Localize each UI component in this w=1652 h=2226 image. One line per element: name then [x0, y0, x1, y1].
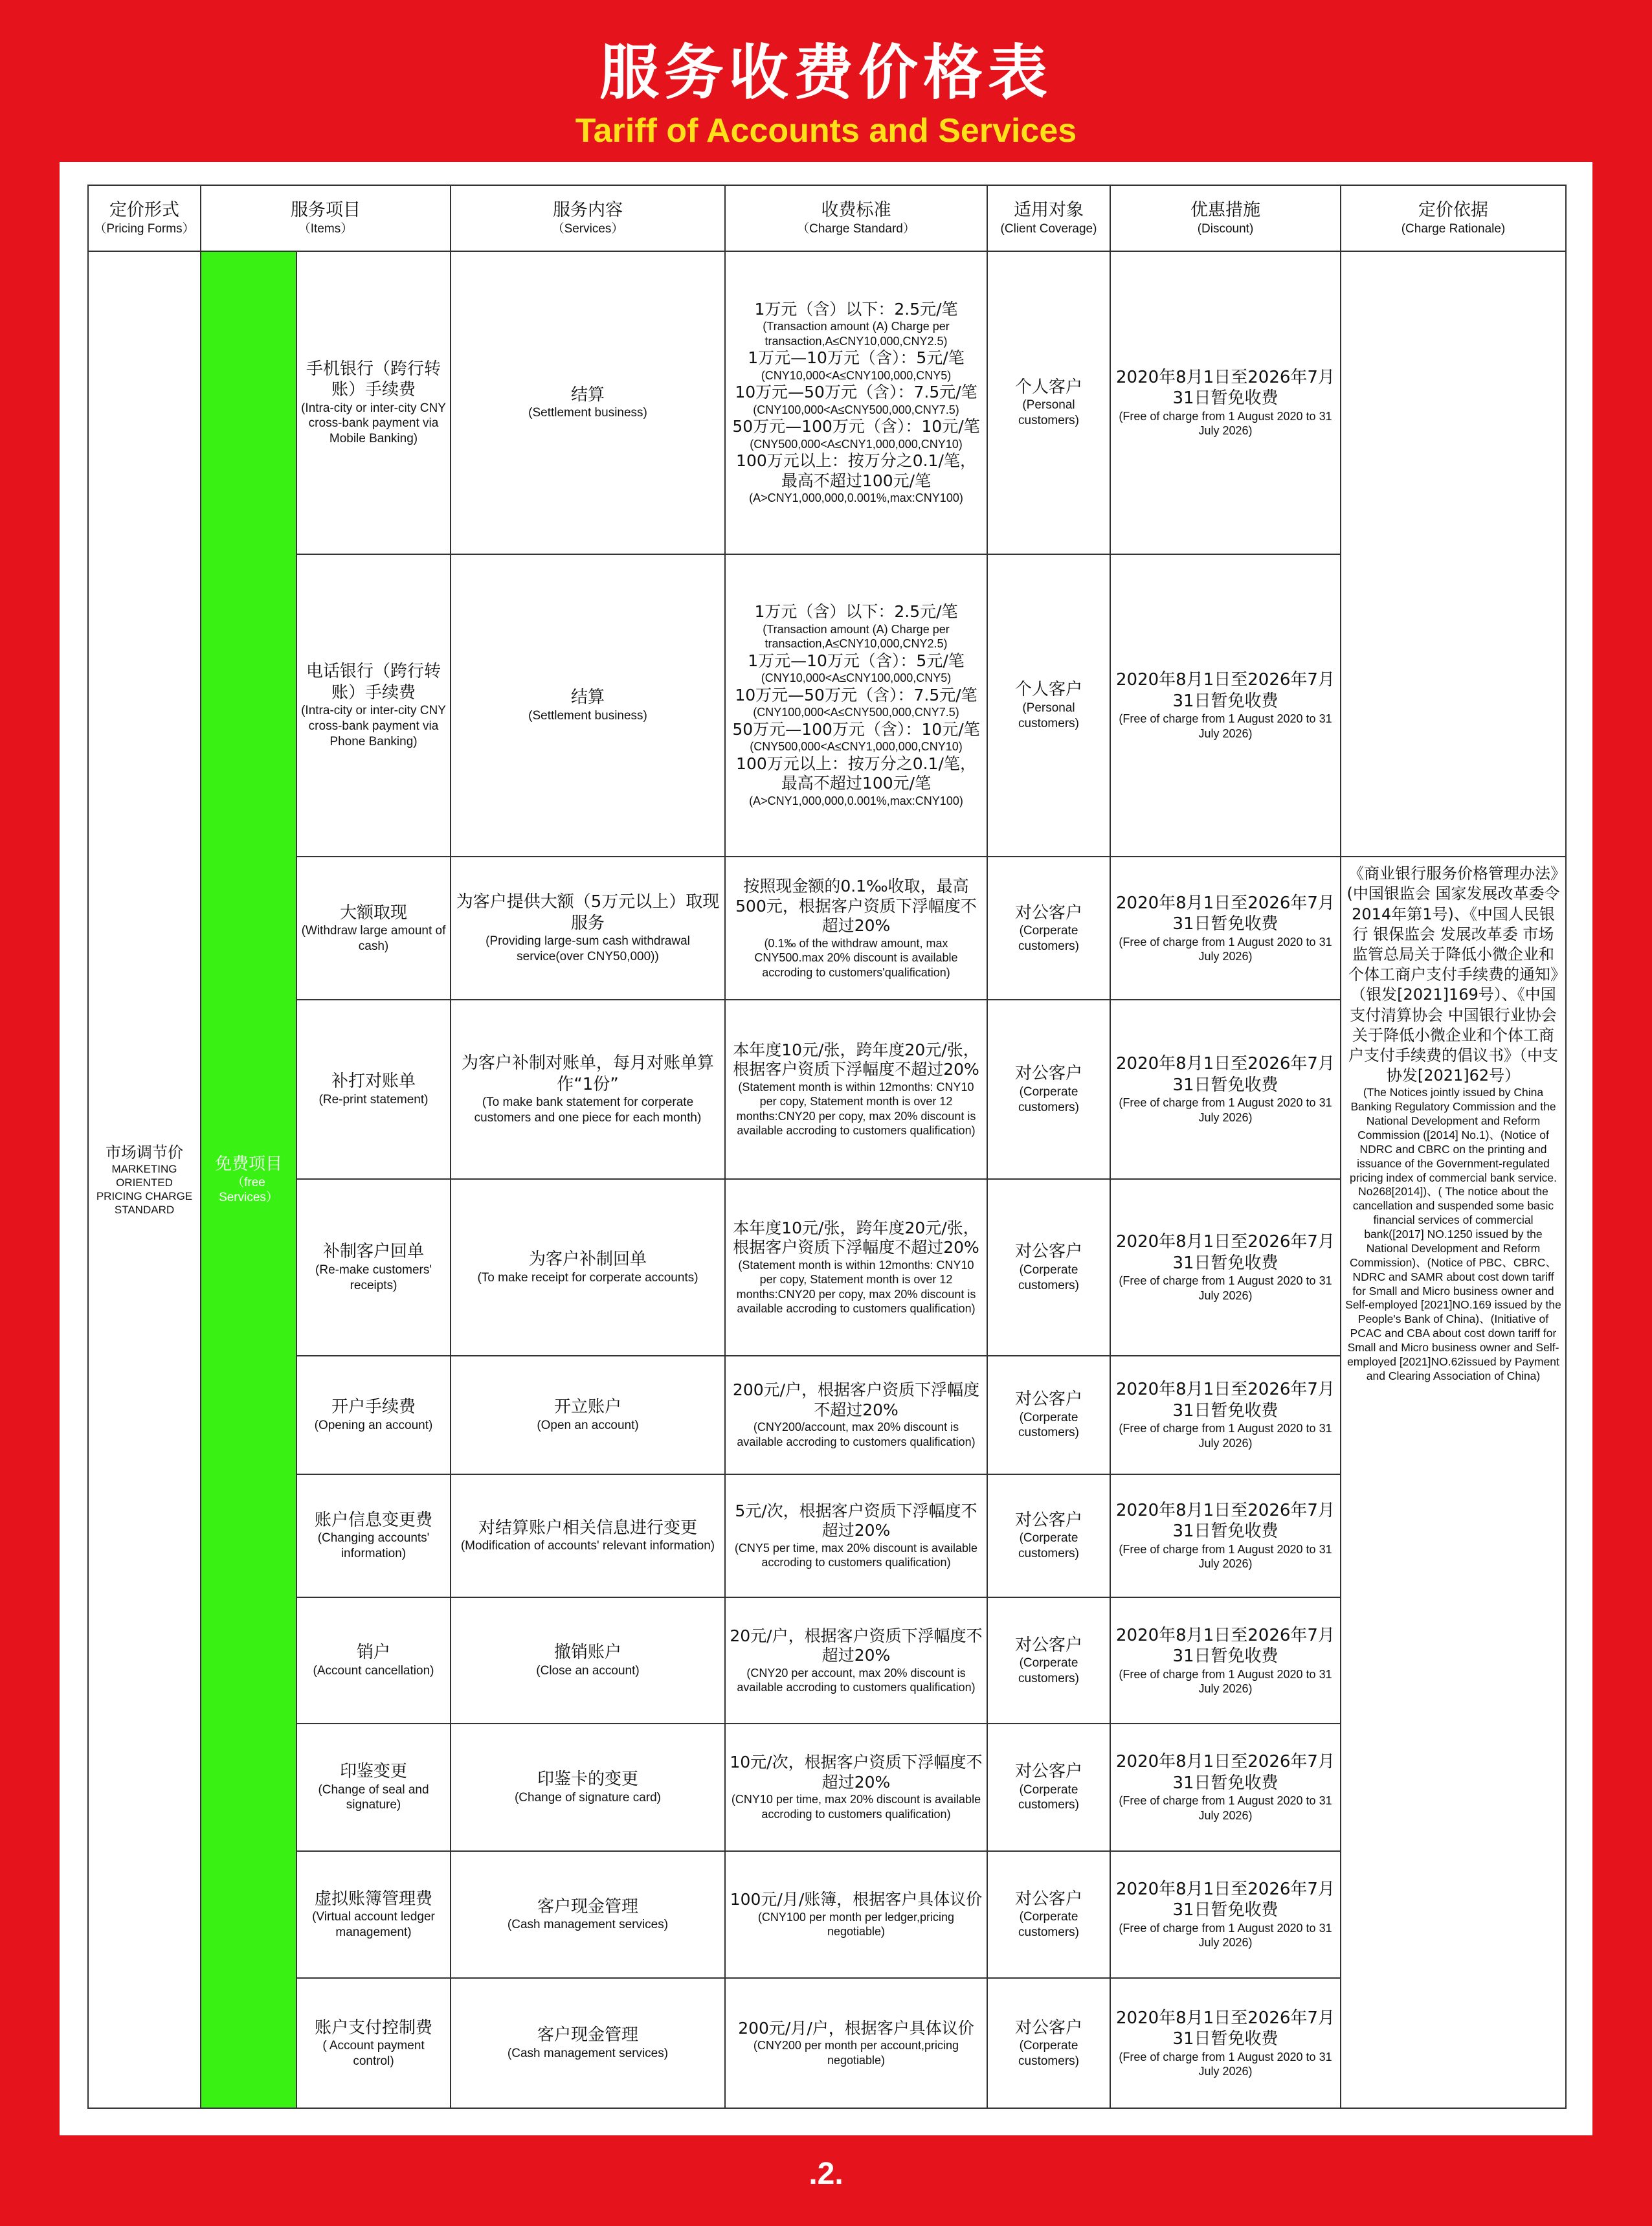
service-cell: 为客户补制回单 (To make receipt for corperate accounts) [451, 1179, 725, 1356]
header-discount: 优惠措施 (Discount) [1110, 185, 1341, 251]
discount-cell: 2020年8月1日至2026年7月31日暂免收费 (Free of charge from 1 August 2020 to 31 July 2026) [1110, 554, 1341, 857]
charge-line: 200元/户，根据客户资质下浮幅度不超过20% [732, 1380, 980, 1419]
charge-cell [725, 1978, 987, 2108]
table-body [88, 251, 1566, 2108]
charge-line: (A>CNY1,000,000,0.001%,max:CNY100) [749, 794, 963, 807]
charge-line: 10万元—50万元（含）：7.5元/笔 [735, 685, 977, 704]
tariff-table [87, 185, 1567, 2109]
coverage-cell: 对公客户 (Corperate customers) [987, 1000, 1110, 1179]
service-cell: 结算 (Settlement business) [451, 251, 725, 554]
charge-line: 1万元—10万元（含）：5元/笔 [748, 651, 965, 670]
table-row [88, 857, 1566, 1000]
discount-cell: 2020年8月1日至2026年7月31日暂免收费 (Free of charge from 1 August 2020 to 31 July 2026) [1110, 1474, 1341, 1598]
item-cell: 账户信息变更费 (Changing accounts' information) [296, 1474, 451, 1598]
charge-line: (CNY10,000<A≤CNY100,000,CNY5) [761, 368, 952, 382]
charge-line: 本年度10元/张，跨年度20元/张，根据客户资质下浮幅度不超过20% [733, 1040, 979, 1079]
charge-cell [725, 1000, 987, 1179]
coverage-cell: 对公客户 (Corperate customers) [987, 1474, 1110, 1598]
charge-line: 1万元—10万元（含）：5元/笔 [748, 348, 965, 368]
page-subtitle: Tariff of Accounts and Services [575, 112, 1077, 150]
service-cell: 客户现金管理 (Cash management services) [451, 1978, 725, 2108]
charge-cell [725, 1724, 987, 1851]
charge-line: 200元/月/户，根据客户具体议价 [738, 2018, 974, 2038]
item-cell: 电话银行（跨行转账）手续费 (Intra-city or inter-city CNY cross-bank payment via Phone Banking) [296, 554, 451, 857]
header-items: 服务项目 （Items） [201, 185, 451, 251]
header-coverage: 适用对象 (Client Coverage) [987, 185, 1110, 251]
service-cell: 为客户补制对账单，每月对账单算作“1份” (To make bank statement for corperate customers and one piece for each month) [451, 1000, 725, 1179]
charge-line: (CNY200/account, max 20% discount is available accroding to customers qualification) [737, 1421, 976, 1448]
charge-line: (CNY20 per account, max 20% discount is available accroding to customers qualification) [737, 1666, 976, 1694]
charge-line: 5元/次，根据客户资质下浮幅度不超过20% [735, 1501, 977, 1540]
charge-cell [725, 857, 987, 1000]
discount-cell: 2020年8月1日至2026年7月31日暂免收费 (Free of charge from 1 August 2020 to 31 July 2026) [1110, 857, 1341, 1000]
rationale-spacer [1341, 251, 1566, 857]
charge-line: (Transaction amount (A) Charge per transaction,A≤CNY10,000,CNY2.5) [763, 622, 950, 651]
service-cell: 撤销账户 (Close an account) [451, 1597, 725, 1724]
coverage-cell: 对公客户 (Corperate customers) [987, 1179, 1110, 1356]
service-cell: 对结算账户相关信息进行变更 (Modification of accounts' relevant information) [451, 1474, 725, 1598]
item-cell: 补打对账单 (Re-print statement) [296, 1000, 451, 1179]
charge-line: 1万元（含）以下：2.5元/笔 [754, 299, 958, 319]
discount-cell: 2020年8月1日至2026年7月31日暂免收费 (Free of charge from 1 August 2020 to 31 July 2026) [1110, 1356, 1341, 1474]
charge-line: 1万元（含）以下：2.5元/笔 [754, 602, 958, 622]
service-cell: 印鉴卡的变更 (Change of signature card) [451, 1724, 725, 1851]
item-cell: 销户 (Account cancellation) [296, 1597, 451, 1724]
charge-line: 100万元以上：按万分之0.1/笔，最高不超过100元/笔 [736, 451, 976, 490]
charge-line: 50万元—100万元（含）：10元/笔 [732, 719, 980, 739]
coverage-cell: 对公客户 (Corperate customers) [987, 1356, 1110, 1474]
charge-line: (CNY500,000<A≤CNY1,000,000,CNY10) [750, 740, 963, 754]
charge-line: (CNY100,000<A≤CNY500,000,CNY7.5) [753, 706, 959, 719]
coverage-cell: 对公客户 (Corperate customers) [987, 1597, 1110, 1724]
charge-line: (0.1‰ of the withdraw amount, max CNY500.max 20% discount is available accroding to customers'qualification) [754, 936, 958, 979]
charge-line: (CNY10 per time, max 20% discount is available accroding to customers qualification) [731, 1793, 981, 1821]
charge-cell [725, 1179, 987, 1356]
charge-line: 100元/月/账簿，根据客户具体议价 [730, 1890, 983, 1909]
item-cell: 虚拟账簿管理费 (Virtual account ledger management) [296, 1851, 451, 1979]
charge-cell [725, 1597, 987, 1724]
header-row [88, 185, 1566, 251]
coverage-cell: 对公客户 (Corperate customers) [987, 1851, 1110, 1979]
service-cell: 客户现金管理 (Cash management services) [451, 1851, 725, 1979]
coverage-cell: 个人客户 (Personal customers) [987, 251, 1110, 554]
header-rationale: 定价依据 (Charge Rationale) [1341, 185, 1566, 251]
coverage-cell: 个人客户 (Personal customers) [987, 554, 1110, 857]
charge-cell [725, 251, 987, 554]
discount-cell: 2020年8月1日至2026年7月31日暂免收费 (Free of charge from 1 August 2020 to 31 July 2026) [1110, 1179, 1341, 1356]
charge-line: 50万元—100万元（含）：10元/笔 [732, 417, 980, 436]
item-cell: 大额取现 (Withdraw large amount of cash) [296, 857, 451, 1000]
discount-cell: 2020年8月1日至2026年7月31日暂免收费 (Free of charge from 1 August 2020 to 31 July 2026) [1110, 1597, 1341, 1724]
charge-line: (CNY500,000<A≤CNY1,000,000,CNY10) [750, 437, 963, 451]
service-cell: 开立账户 (Open an account) [451, 1356, 725, 1474]
coverage-cell: 对公客户 (Corperate customers) [987, 1978, 1110, 2108]
item-cell: 手机银行（跨行转账）手续费 (Intra-city or inter-city CNY cross-bank payment via Mobile Banking) [296, 251, 451, 554]
coverage-cell: 对公客户 (Corperate customers) [987, 1724, 1110, 1851]
table-row [88, 251, 1566, 554]
category-free-cell: 免费项目 （free Services） [201, 251, 296, 2108]
charge-cell [725, 1474, 987, 1598]
charge-line: (CNY200 per month per account,pricing negotiable) [753, 2039, 959, 2067]
charge-line: 按照现金额的0.1‰收取，最高500元，根据客户资质下浮幅度不超过20% [735, 877, 977, 936]
discount-cell: 2020年8月1日至2026年7月31日暂免收费 (Free of charge from 1 August 2020 to 31 July 2026) [1110, 251, 1341, 554]
charge-line: (CNY100 per month per ledger,pricing negotiable) [757, 1910, 955, 1939]
charge-cell [725, 1356, 987, 1474]
page-title: 服务收费价格表 [599, 38, 1053, 107]
charge-line: 100万元以上：按万分之0.1/笔，最高不超过100元/笔 [736, 754, 976, 793]
item-cell: 账户支付控制费 ( Account payment control) [296, 1978, 451, 2108]
item-cell: 补制客户回单 (Re-make customers' receipts) [296, 1179, 451, 1356]
item-cell: 印鉴变更 (Change of seal and signature) [296, 1724, 451, 1851]
page-number: .2. [809, 2157, 843, 2191]
header-pricing-form: 定价形式 （Pricing Forms） [88, 185, 201, 251]
discount-cell: 2020年8月1日至2026年7月31日暂免收费 (Free of charge from 1 August 2020 to 31 July 2026) [1110, 1724, 1341, 1851]
charge-line: (CNY100,000<A≤CNY500,000,CNY7.5) [753, 403, 959, 416]
charge-line: 10万元—50万元（含）：7.5元/笔 [735, 383, 977, 402]
charge-line: (Transaction amount (A) Charge per transaction,A≤CNY10,000,CNY2.5) [763, 320, 950, 348]
discount-cell: 2020年8月1日至2026年7月31日暂免收费 (Free of charge from 1 August 2020 to 31 July 2026) [1110, 1000, 1341, 1179]
pricing-form-cell: 市场调节价 MARKETING ORIENTED PRICING CHARGE STANDARD [88, 251, 201, 2108]
service-cell: 为客户提供大额（5万元以上）取现服务 (Providing large-sum cash withdrawal service(over CNY50,000)) [451, 857, 725, 1000]
discount-cell: 2020年8月1日至2026年7月31日暂免收费 (Free of charge from 1 August 2020 to 31 July 2026) [1110, 1851, 1341, 1979]
charge-cell [725, 1851, 987, 1979]
coverage-cell: 对公客户 (Corperate customers) [987, 857, 1110, 1000]
service-cell: 结算 (Settlement business) [451, 554, 725, 857]
charge-line: (CNY10,000<A≤CNY100,000,CNY5) [761, 671, 952, 685]
header-charge: 收费标准 （Charge Standard） [725, 185, 987, 251]
charge-cell [725, 554, 987, 857]
charge-line: 20元/户，根据客户资质下浮幅度不超过20% [730, 1626, 983, 1665]
charge-line: (CNY5 per time, max 20% discount is available accroding to customers qualification) [734, 1541, 978, 1569]
rationale-cell: 《商业银行服务价格管理办法》(中国银监会 国家发展改革委令 2014年第1号)、《中国人民银行 银保监会 发展改革委 市场监管总局关于降低小微企业和个体工商户支付手续费的通知》（银发[2021]169号）、《中国支付清算协会 中国银行业协会关于降低小微企业和个体工商户支付手续费的倡议书》（中支协发[2021]62号） (The Notices jointly issued by China Banking Regulatory Commission and the National Development and Reform Commission ([2014] No.1)、(Notice of NDRC and CBRC on the printing and issuance of the Government-regulated pricing index of commercial bank service. No268[2014])、( The notice about the cancellation and suspended some basic financial services of commercial bank([2017] NO.1250 issued by the National Development and Reform Commission)、(Notice of PBC、CBRC、NDRC and SAMR about cost down tariff for Small and Micro business owner and Self-employed [2021]NO.169 issued by the People's Bank of China)、(Initiative of PCAC and CBA about cost down tariff for Small and Micro business owner and Self-employed [2021]NO.62issued by Payment and Clearing Association of China) [1341, 857, 1566, 2108]
charge-line: 10元/次，根据客户资质下浮幅度不超过20% [730, 1753, 983, 1792]
charge-line: 本年度10元/张，跨年度20元/张，根据客户资质下浮幅度不超过20% [733, 1218, 979, 1257]
charge-line: (Statement month is within 12months: CNY10 per copy, Statement month is over 12 months:CNY20 per copy, max 20% discount is available accroding to customers qualification) [736, 1080, 976, 1138]
charge-line: (Statement month is within 12months: CNY10 per copy, Statement month is over 12 months:CNY20 per copy, max 20% discount is available accroding to customers qualification) [736, 1258, 976, 1316]
item-cell: 开户手续费 (Opening an account) [296, 1356, 451, 1474]
header-services: 服务内容 （Services） [451, 185, 725, 251]
discount-cell: 2020年8月1日至2026年7月31日暂免收费 (Free of charge from 1 August 2020 to 31 July 2026) [1110, 1978, 1341, 2108]
charge-line: (A>CNY1,000,000,0.001%,max:CNY100) [749, 491, 963, 505]
